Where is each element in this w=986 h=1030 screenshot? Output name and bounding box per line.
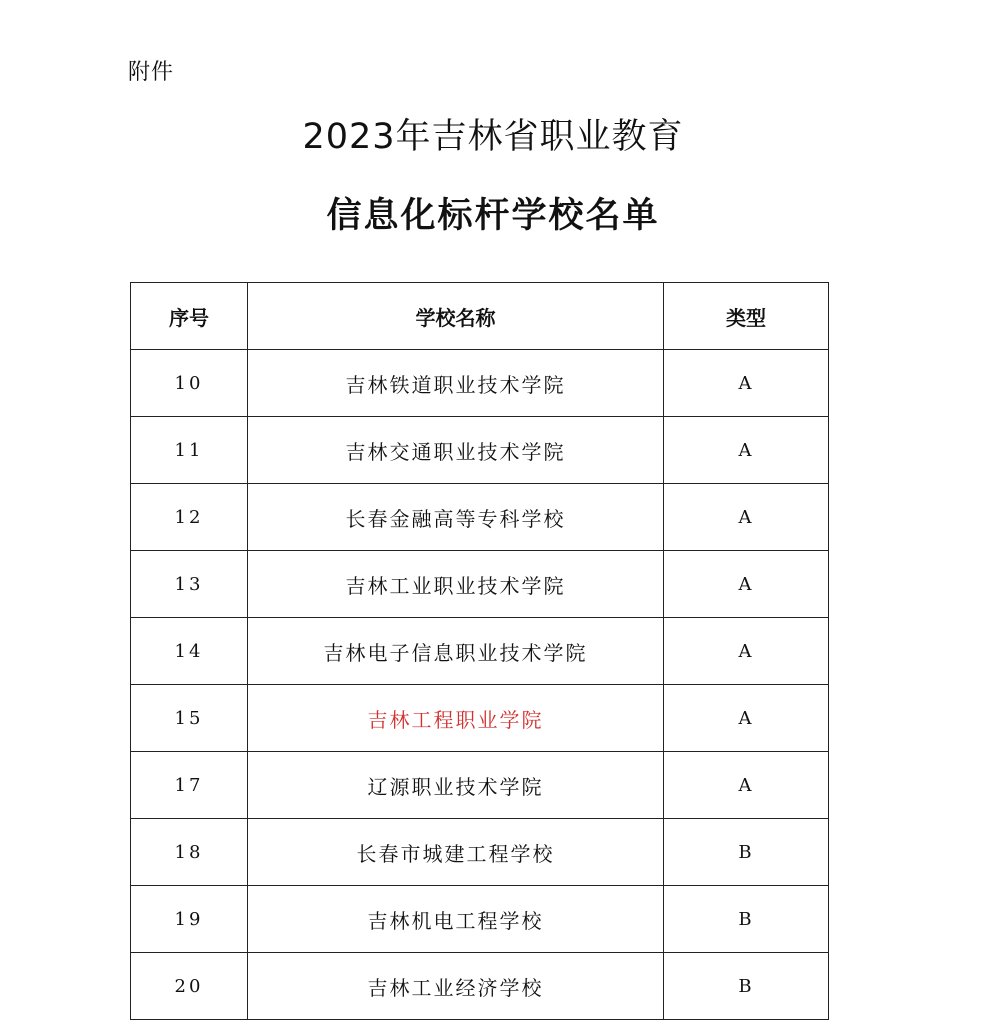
row-school-name: 吉林交通职业技术学院 bbox=[248, 417, 664, 484]
header-type: 类型 bbox=[664, 283, 829, 350]
row-type: B bbox=[664, 819, 829, 886]
row-school-name: 长春市城建工程学校 bbox=[248, 819, 664, 886]
table-row bbox=[131, 685, 829, 752]
row-type: B bbox=[664, 886, 829, 953]
row-type: A bbox=[664, 618, 829, 685]
row-index: 19 bbox=[131, 886, 248, 953]
table-row bbox=[131, 819, 829, 886]
row-type: A bbox=[664, 752, 829, 819]
table-row bbox=[131, 618, 829, 685]
row-school-name: 吉林电子信息职业技术学院 bbox=[248, 618, 664, 685]
row-index: 15 bbox=[131, 685, 248, 752]
table-row bbox=[131, 886, 829, 953]
school-list-table bbox=[130, 282, 829, 1020]
header-school-name: 学校名称 bbox=[248, 283, 664, 350]
row-school-name: 长春金融高等专科学校 bbox=[248, 484, 664, 551]
table-row bbox=[131, 417, 829, 484]
row-type: A bbox=[664, 350, 829, 417]
row-type: A bbox=[664, 484, 829, 551]
row-index: 14 bbox=[131, 618, 248, 685]
row-school-name: 吉林工业经济学校 bbox=[248, 953, 664, 1020]
document-title-line-2: 信息化标杆学校名单 bbox=[326, 196, 660, 236]
table-row bbox=[131, 551, 829, 618]
table-row bbox=[131, 752, 829, 819]
row-type: B bbox=[664, 953, 829, 1020]
row-school-name: 辽源职业技术学院 bbox=[248, 752, 664, 819]
table-row bbox=[131, 484, 829, 551]
row-index: 18 bbox=[131, 819, 248, 886]
row-index: 17 bbox=[131, 752, 248, 819]
row-index: 10 bbox=[131, 350, 248, 417]
row-type: A bbox=[664, 551, 829, 618]
row-type: A bbox=[664, 417, 829, 484]
row-index: 13 bbox=[131, 551, 248, 618]
row-index: 20 bbox=[131, 953, 248, 1020]
table-row bbox=[131, 350, 829, 417]
table-header-row bbox=[131, 283, 829, 350]
table-row bbox=[131, 953, 829, 1020]
header-index: 序号 bbox=[131, 283, 248, 350]
row-index: 11 bbox=[131, 417, 248, 484]
row-school-name: 吉林工业职业技术学院 bbox=[248, 551, 664, 618]
attachment-label: 附件 bbox=[128, 60, 175, 85]
row-school-name-highlighted: 吉林工程职业学院 bbox=[248, 685, 664, 752]
row-index: 12 bbox=[131, 484, 248, 551]
row-school-name: 吉林铁道职业技术学院 bbox=[248, 350, 664, 417]
row-type: A bbox=[664, 685, 829, 752]
document-title-line-1: 2023年吉林省职业教育 bbox=[302, 117, 684, 157]
row-school-name: 吉林机电工程学校 bbox=[248, 886, 664, 953]
